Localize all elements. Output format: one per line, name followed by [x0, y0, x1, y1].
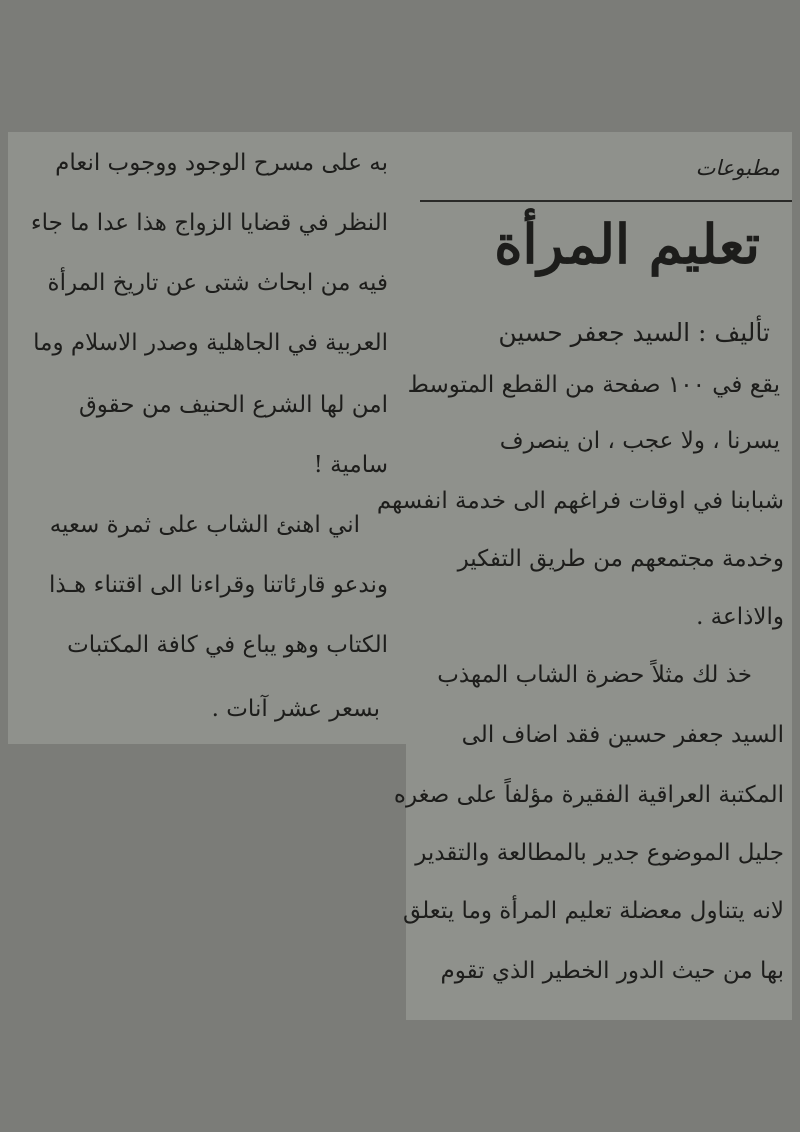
text-line: بسعر عشر آنات . [211, 696, 380, 722]
text-line: به على مسرح الوجود ووجوب انعام [55, 150, 388, 176]
author-line: تأليف : السيد جعفر حسين [498, 318, 770, 347]
text-line: فيه من ابحاث شتى عن تاريخ المرأة [47, 270, 388, 296]
text-line: وندعو قارئاتنا وقراءنا الى اقتناء هـذا [48, 572, 388, 598]
text-line: الكتاب وهو يباع في كافة المكتبات [67, 632, 388, 658]
text-line: السيد جعفر حسين فقد اضاف الى [461, 722, 784, 748]
text-line: يقع في ١٠٠ صفحة من القطع المتوسط [407, 372, 780, 398]
text-line: يسرنا ، ولا عجب ، ان ينصرف [499, 428, 780, 454]
text-line: والاذاعة . [696, 604, 784, 630]
text-line: خذ لك مثلاً حضرة الشاب المهذب [437, 662, 752, 688]
text-line: امن لها الشرع الحنيف من حقوق [78, 392, 388, 418]
text-line: جليل الموضوع جدير بالمطالعة والتقدير [415, 840, 784, 866]
text-line: النظر في قضايا الزواج هذا عدا ما جاء [30, 210, 388, 236]
text-line: وخدمة مجتمعهم من طريق التفكير [457, 546, 784, 572]
text-line: العربية في الجاهلية وصدر الاسلام وما [33, 330, 388, 356]
book-title: تعليم المرأة [494, 212, 760, 276]
section-label: مطبوعات [695, 156, 780, 180]
text-line: بها من حيث الدور الخطير الذي تقوم [440, 958, 784, 984]
text-line: المكتبة العراقية الفقيرة مؤلفاً على صغره [393, 782, 784, 808]
text-line: اني اهنئ الشاب على ثمرة سعيه [49, 512, 360, 538]
text-line: شبابنا في اوقات فراغهم الى خدمة انفسهم [376, 488, 784, 514]
text-line: سامية ! [313, 452, 388, 478]
text-line: لانه يتناول معضلة تعليم المرأة وما يتعلق [403, 898, 784, 924]
header-rule [420, 200, 792, 202]
